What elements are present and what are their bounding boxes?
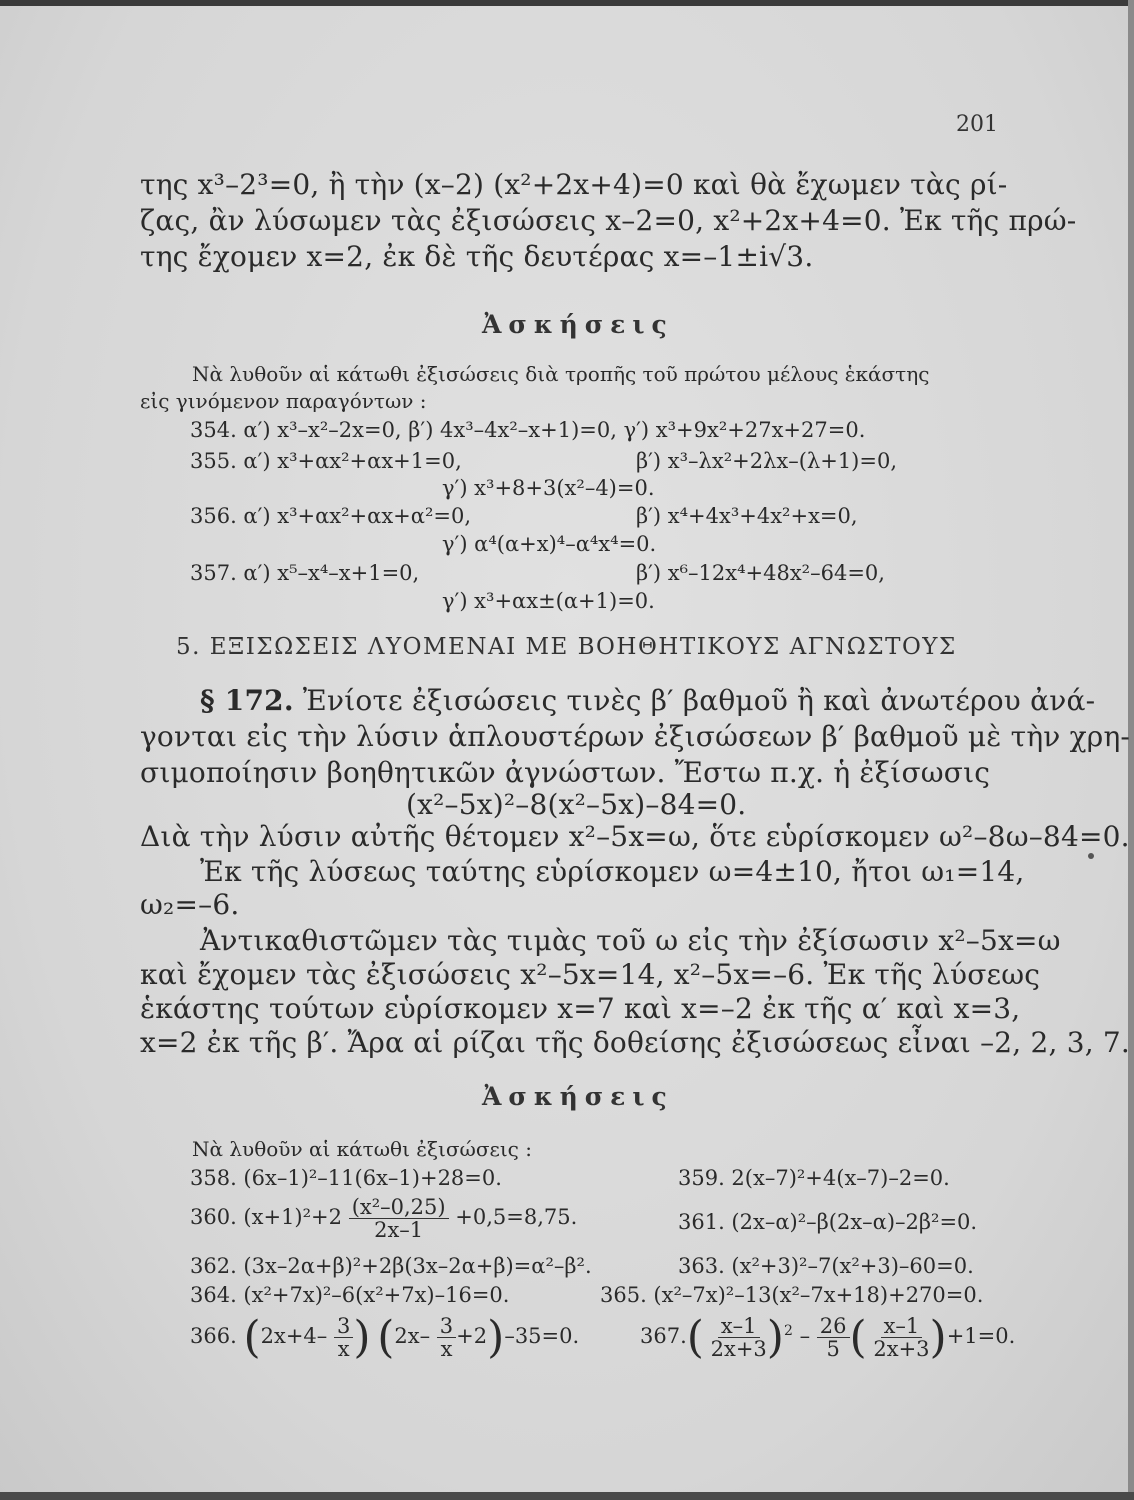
paragraph-172-line-1	[200, 684, 1095, 717]
exercise-355-b: β′) x³–λx²+2λx–(λ+1)=0,	[636, 449, 898, 473]
exercise-354: 354. α′) x³–x²–2x=0, β′) 4x³–4x²–x+1)=0, γ′) x³+9x²+27x+27=0.	[190, 418, 866, 442]
exercise-366-term-a: 2x+4–	[260, 1324, 328, 1348]
exercises-heading-2: Ἀσκήσεις	[482, 1082, 674, 1111]
exercise-360-end: +0,5=8,75.	[455, 1205, 578, 1230]
back-substitution-line-3: ἑκάστης τούτων εὑρίσκομεν x=7 καὶ x=–2 ἐκ τῆς α′ καὶ x=3,	[140, 992, 1021, 1025]
exercise-366-fraction-2-num: 3	[437, 1315, 456, 1338]
intro-line-3: της ἔχομεν x=2, ἐκ δὲ τῆς δευτέρας x=–1±i√3.	[140, 240, 814, 273]
exercise-367-fraction-2-den: 5	[826, 1337, 840, 1361]
exercise-360-numerator: (x²–0,25)	[349, 1196, 449, 1219]
exercise-361: 361. (2x–α)²–β(2x–α)–2β²=0.	[678, 1210, 978, 1234]
exercise-367-fraction-2	[817, 1315, 850, 1360]
exercise-366-label: 366.	[190, 1324, 237, 1348]
left-paren-icon: (	[686, 1312, 704, 1363]
exercise-355-c: γ′) x³+8+3(x²–4)=0.	[442, 476, 655, 500]
scan-bottom-edge	[0, 1492, 1134, 1500]
exercise-366-term-c: +2	[456, 1324, 488, 1348]
exercise-360-denominator: 2x–1	[374, 1218, 424, 1243]
solution-line-2: ω₂=–6.	[140, 888, 240, 921]
exercise-367-fraction-3-num: x–1	[881, 1315, 923, 1338]
exercise-363: 363. (x²+3)²–7(x²+3)–60=0.	[678, 1254, 974, 1278]
exercise-360-fraction	[349, 1196, 449, 1241]
exercise-367-fraction-1-num: x–1	[718, 1315, 760, 1338]
right-paren-icon: )	[929, 1312, 947, 1363]
exercise-366	[190, 1312, 579, 1363]
exercise-367-minus: –	[799, 1324, 811, 1348]
exercise-367-exponent: 2	[783, 1323, 793, 1339]
exercises-1-instruction-line-1: Νὰ λυθοῦν αἱ κάτωθι ἐξισώσεις διὰ τροπῆς τοῦ πρώτου μέλους ἑκάστης	[192, 362, 930, 386]
back-substitution-line-2: καὶ ἔχομεν τὰς ἐξισώσεις x²–5x=14, x²–5x=–6. Ἐκ τῆς λύσεως	[140, 958, 1041, 991]
exercise-355-a: 355. α′) x³+αx²+αx+1=0,	[190, 449, 462, 473]
exercise-367-end: +1=0.	[946, 1324, 1016, 1348]
right-paren-icon: )	[487, 1312, 505, 1363]
scan-top-edge	[0, 0, 1134, 6]
exercise-357-b: β′) x⁶–12x⁴+48x²–64=0,	[636, 561, 885, 585]
exercise-360	[190, 1196, 577, 1241]
intro-line-1: της x³–2³=0, ἢ τὴν (x–2) (x²+2x+4)=0 καὶ θὰ ἔχωμεν τὰς ρί-	[140, 168, 1008, 201]
back-substitution-line-1: Ἀντικαθιστῶμεν τὰς τιμὰς τοῦ ω εἰς τὴν ἐξίσωσιν x²–5x=ω	[200, 924, 1061, 957]
exercise-367-fraction-1-den: 2x+3	[710, 1337, 767, 1361]
exercise-357-a: 357. α′) x⁵–x⁴–x+1=0,	[190, 561, 420, 585]
paragraph-172-line-3: σιμοποίησιν βοηθητικῶν ἀγνώστων. Ἔστω π.χ. ἡ ἐξίσωσις	[140, 756, 991, 789]
exercise-367-label: 367.	[640, 1324, 687, 1348]
right-paren-icon: )	[353, 1312, 371, 1363]
exercise-356-a: 356. α′) x³+αx²+αx+α²=0,	[190, 504, 471, 528]
right-paren-icon: )	[766, 1312, 784, 1363]
exercise-366-fraction-1	[334, 1315, 353, 1360]
solution-line-1: Ἐκ τῆς λύσεως ταύτης εὑρίσκομεν ω=4±10, ἤτοι ω₁=14,	[200, 855, 1025, 888]
display-equation: (x²–5x)²–8(x²–5x)–84=0.	[406, 788, 747, 821]
exercise-356-c: γ′) α⁴(α+x)⁴–α⁴x⁴=0.	[442, 532, 657, 556]
exercise-366-fraction-2-den: x	[440, 1337, 453, 1361]
exercises-heading-1: Ἀσκήσεις	[482, 310, 674, 339]
exercises-1-instruction-line-2: εἰς γινόμενον παραγόντων :	[140, 389, 427, 413]
exercise-365: 365. (x²–7x)²–13(x²–7x+18)+270=0.	[600, 1283, 984, 1307]
exercise-366-fraction-2	[437, 1315, 456, 1360]
exercise-356-b: β′) x⁴+4x³+4x²+x=0,	[636, 504, 858, 528]
paragraph-172-text-1: Ἐνίοτε ἐξισώσεις τινὲς β′ βαθμοῦ ἢ καὶ ἀνωτέρου ἀνά-	[302, 684, 1096, 717]
section-title: 5. ΕΞΙΣΩΣΕΙΣ ΛΥΟΜΕΝΑΙ ΜΕ ΒΟΗΘΗΤΙΚΟΥΣ ΑΓΝΩΣΤΟΥΣ	[176, 634, 957, 660]
exercise-364: 364. (x²+7x)²–6(x²+7x)–16=0.	[190, 1283, 510, 1307]
left-paren-icon: (	[849, 1312, 867, 1363]
exercises-2-instruction: Νὰ λυθοῦν αἱ κάτωθι ἐξισώσεις :	[192, 1137, 532, 1161]
exercise-359: 359. 2(x–7)²+4(x–7)–2=0.	[678, 1166, 950, 1190]
exercise-362: 362. (3x–2α+β)²+2β(3x–2α+β)=α²–β².	[190, 1254, 592, 1278]
exercise-366-fraction-1-num: 3	[334, 1315, 353, 1338]
paragraph-mark: § 172.	[200, 684, 294, 717]
intro-line-2: ζας, ἂν λύσωμεν τὰς ἐξισώσεις x–2=0, x²+2x+4=0. Ἐκ τῆς πρώ-	[140, 204, 1077, 237]
substitution-line: Διὰ τὴν λύσιν αὐτῆς θέτομεν x²–5x=ω, ὅτε εὑρίσκομεν ω²–8ω–84=0.	[140, 820, 1130, 853]
left-paren-icon: (	[243, 1312, 261, 1363]
exercise-367-fraction-2-num: 26	[817, 1315, 850, 1338]
exercise-358: 358. (6x–1)²–11(6x–1)+28=0.	[190, 1166, 502, 1190]
margin-ink-dot	[1088, 853, 1094, 859]
paragraph-172-line-2: γονται εἰς τὴν λύσιν ἁπλουστέρων ἐξισώσεων β′ βαθμοῦ μὲ τὴν χρη-	[140, 720, 1131, 753]
left-paren-icon: (	[377, 1312, 395, 1363]
exercise-366-term-b: 2x–	[394, 1324, 431, 1348]
exercise-360-start: 360. (x+1)²+2	[190, 1205, 342, 1230]
exercise-367-fraction-3-den: 2x+3	[873, 1337, 930, 1361]
roots-conclusion-line: x=2 ἐκ τῆς β′. Ἄρα αἱ ρίζαι τῆς δοθείσης ἐξισώσεως εἶναι –2, 2, 3, 7.	[140, 1026, 1131, 1059]
exercise-367	[640, 1312, 1015, 1363]
exercise-367-fraction-1	[711, 1315, 767, 1360]
exercise-367-fraction-3	[873, 1315, 929, 1360]
exercise-366-end: –35=0.	[504, 1324, 580, 1348]
exercise-366-fraction-1-den: x	[337, 1337, 350, 1361]
page-number: 201	[956, 112, 998, 137]
exercise-357-c: γ′) x³+αx±(α+1)=0.	[442, 589, 655, 613]
